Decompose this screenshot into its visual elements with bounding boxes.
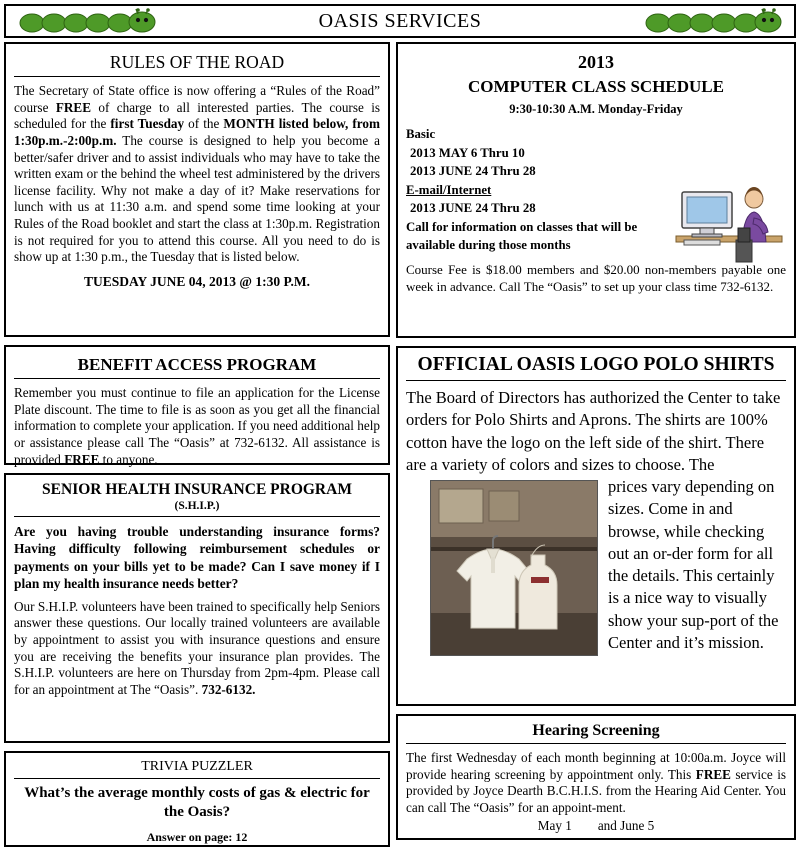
rules-text-d: The course is designed to help you become a better/safer driver and to assist individuals who may have to take the written exam or the behind the wheel test administered by the drivers license facility. Why not make a day of it? Make reservations for lunch with us at 11:30 a.m. and spend some time looking at your Rules of the Road booklet and start the class at 1:30p.m. Registration is not required for you to attend this course. All you need to do is show up at 1:30 p.m., the Tuesday that is listed below. — [14, 132, 380, 265]
left-column — [4, 42, 390, 855]
right-column — [396, 42, 796, 848]
hearing-date-1: May 1 — [537, 817, 572, 833]
polo-paragraph-1: The Board of Directors has authorized the Center to take orders for Polo Shirts and Aprons. The shirts are 100% cotton have the logo on the left side of the shirt. There are a variety of colors and sizes to choose. The — [406, 388, 781, 474]
masthead — [4, 4, 796, 38]
hearing-dates — [406, 818, 786, 834]
rules-free-emphasis: FREE — [55, 99, 91, 115]
rules-of-the-road-article — [4, 42, 390, 337]
hearing-date-2: and June 5 — [597, 817, 655, 833]
benefit-text-a: Remember you must continue to file an application for the License Plate discount. The time to file is as soon as you get all the financial information to complete your application. If you need additional help or assistance please call The “Oasis” at 732-6132. All assistance is provided — [14, 385, 380, 467]
polo-shirts-article — [396, 346, 796, 706]
rules-heading: RULES OF THE ROAD — [14, 52, 380, 77]
page-title: OASIS SERVICES — [318, 9, 482, 32]
hearing-screening-article — [396, 714, 796, 840]
rules-text-b: of charge to all interested parties. The course is scheduled for the — [14, 99, 380, 132]
rules-text-c: of the — [184, 116, 224, 132]
trivia-puzzler-article — [4, 751, 390, 847]
computer-basic-label: Basic — [406, 127, 436, 141]
trivia-question: What’s the average monthly costs of gas & electric for the Oasis? — [24, 785, 370, 820]
ship-article — [4, 473, 390, 743]
ship-text-a: Our S.H.I.P. volunteers have been trained to specifically help Seniors answer these questions. Our locally trained volunteers are available by appointment to assist you with insurance questions and ensure you are receiving the benefits your insurance plan provides. The S.H.I.P. volunteers are here on Thursday from 2pm-4pm. Please call for an appointment at The “Oasis”. — [14, 598, 380, 697]
ship-paragraph — [14, 599, 380, 699]
computer-email-label: E-mail/Internet — [406, 182, 492, 197]
polo-heading: OFFICIAL OASIS LOGO POLO SHIRTS — [406, 354, 786, 381]
computer-email-session: 2013 JUNE 24 Thru 28 — [410, 201, 536, 216]
ship-subheading: (S.H.I.P.) — [14, 500, 380, 517]
computer-note-line-1: Call for information on classes that will be — [406, 219, 638, 234]
benefit-free-emphasis: FREE — [64, 451, 100, 467]
computer-note-line-2: available during those months — [406, 238, 571, 253]
ship-phone: 732-6132. — [201, 681, 256, 697]
benefit-heading: BENEFIT ACCESS PROGRAM — [14, 355, 380, 379]
computer-fee-text: Course Fee is $18.00 members and $20.00 non-members payable one week in advance. Call The “Oasis” to set up your class time 732-6132. — [406, 261, 786, 294]
hearing-text-a: The first Wednesday of each month beginning at 10:00a.m. Joyce will provide hearing screening by appointment only. This — [406, 750, 786, 782]
trivia-answer-reference: Answer on page: 12 — [146, 829, 248, 844]
benefit-paragraph — [14, 385, 380, 468]
hearing-paragraph — [406, 750, 786, 817]
rules-paragraph — [14, 83, 380, 266]
rules-text-a: The Secretary of State office is now offering a “Rules of the Road” course — [14, 83, 380, 115]
ship-questions: Are you having trouble understanding insurance forms? Having difficulty following reimbursement schedules or payments on your bills yet to be made? Can I save money if I plan my health insurance needs better? — [14, 524, 380, 592]
computer-class-time: 9:30-10:30 A.M. Monday-Friday — [509, 102, 683, 116]
ship-heading: SENIOR HEALTH INSURANCE PROGRAM — [42, 481, 352, 498]
rules-first-tuesday: first Tuesday — [110, 116, 185, 132]
hearing-text-b: service is provided by Joyce Dearth B.C.H.I.S. from the Hearing Aid Center. You can call The “Oasis” for an appoint-ment. — [406, 766, 787, 815]
computer-class-article — [396, 42, 796, 338]
computer-basic-session: 2013 JUNE 24 Thru 28 — [410, 164, 536, 179]
computer-workstation-icon — [674, 174, 784, 266]
caterpillar-icon — [12, 8, 162, 34]
hearing-heading: Hearing Screening — [406, 722, 786, 744]
rules-month-time: MONTH listed below, from 1:30p.m.-2:00p.m. — [14, 116, 380, 148]
computer-basic-session: 2013 MAY 6 Thru 10 — [410, 145, 525, 160]
trivia-heading: TRIVIA PUZZLER — [14, 759, 380, 779]
computer-year: 2013 — [578, 52, 614, 72]
polo-paragraph-2: prices vary depending on sizes. Come in and browse, while checking out an or-der form for all the details. This certainly is a nice way to visually show your sup-port of the Center and it’s mission. — [608, 477, 779, 652]
benefit-access-article — [4, 345, 390, 465]
rules-date-tagline: TUESDAY JUNE 04, 2013 @ 1:30 P.M. — [84, 273, 310, 289]
computer-heading: COMPUTER CLASS SCHEDULE — [468, 77, 724, 96]
polo-shirt-photo — [430, 480, 598, 656]
hearing-free-emphasis: FREE — [695, 766, 731, 782]
benefit-text-b: to anyone. — [99, 451, 158, 467]
caterpillar-icon — [638, 8, 788, 34]
